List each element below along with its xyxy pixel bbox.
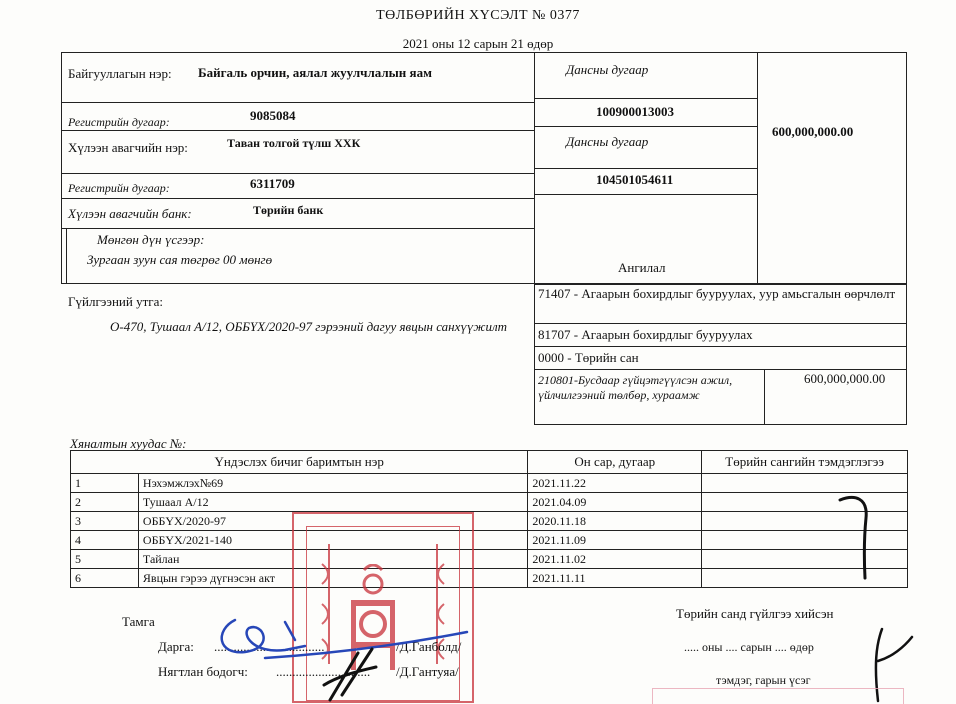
row-no: 1 [71,474,139,493]
amount-words-text: Зургаан зуун сая төгрөг 00 мөнгө [87,252,273,267]
row-no: 3 [71,512,139,531]
table-row [71,569,908,588]
accountant-dots: ............................. [276,664,371,679]
payer-org-name: Байгаль орчин, аялал жуулчлалын яам [198,65,432,80]
row-no: 6 [71,569,139,588]
form-outer-box [61,52,907,284]
amount-words-label: Мөнгөн дүн үсгээр: [97,232,205,247]
treasury-date-line: ..... оны .... сарын .... өдөр [684,640,814,654]
treasury-seal-line: тэмдэг, гарын үсэг [716,673,811,687]
treasury-stamp-edge [652,688,904,704]
payer-account-no: 100900013003 [596,104,674,119]
treasury-title: Төрийн санд гүйлгээ хийсэн [676,606,834,621]
row-doc-name: Явцын гэрээ дүгнэсэн акт [138,569,527,588]
row-date: 2021.11.11 [528,569,702,588]
table-row [71,550,908,569]
accountant-signature [320,645,380,703]
classification-row-2: 81707 - Агаарын бохирдлыг бууруулах [538,327,753,342]
row-doc-name: ОББҮХ/2021-140 [138,531,527,550]
classification-label: Ангилал [618,260,666,275]
document-date: 2021 оны 12 сарын 21 өдөр [402,36,554,51]
recipient-name-label: Хүлээн авагчийн нэр: [68,140,188,155]
recipient-register-no: 6311709 [250,176,295,191]
accountant-name: /Д.Гантуяа/ [396,664,459,679]
classification-item-amount: 600,000,000.00 [804,371,886,386]
stamp-label: Тамга [122,614,155,629]
recipient-bank-label: Хүлээн авагчийн банк: [68,206,192,221]
treasury-check-mark [830,488,890,583]
payer-account-label: Дансны дугаар [566,62,649,77]
row-date: 2021.11.02 [528,550,702,569]
table-row [71,493,908,512]
recipient-name: Таван толгой түлш ХХК [227,136,361,150]
classification-item-text: 210801-Бусдаар гүйцэтгүүлсэн ажил, үйлчилгээний төлбөр, хураамж [538,373,733,402]
document-title: ТӨЛБӨРИЙН ХҮСЭЛТ № 0377 [376,8,580,23]
recipient-account-label: Дансны дугаар [566,134,649,149]
director-dots: .................................. [214,639,325,654]
row-doc-name: Тайлан [138,550,527,569]
row-no: 5 [71,550,139,569]
payer-register-label: Регистрийн дугаар: [68,115,170,129]
purpose-label: Гүйлгээний утга: [68,294,163,309]
row-doc-name: Нэхэмжлэх№69 [138,474,527,493]
classification-row-3: 0000 - Төрийн сан [538,350,639,365]
row-no: 4 [71,531,139,550]
row-date: 2021.11.22 [528,474,702,493]
recipient-bank: Төрийн банк [253,203,324,217]
purpose-text: О-470, Тушаал А/12, ОББҮХ/2020-97 гэрээний дагуу явцын санхүүжилт [110,319,508,334]
row-date: 2021.04.09 [528,493,702,512]
row-doc-name: Тушаал А/12 [138,493,527,512]
control-table [70,450,908,588]
accountant-label: Нягтлан бодогч: [158,664,248,679]
col-doc-name: Үндэслэх бичиг баримтын нэр [71,451,528,474]
row-doc-name: ОББҮХ/2020-97 [138,512,527,531]
control-table-header [71,451,908,474]
row-no: 2 [71,493,139,512]
row-date: 2020.11.18 [528,512,702,531]
recipient-account-no: 104501054611 [596,172,674,187]
table-row [71,531,908,550]
col-date: Он сар, дугаар [528,451,702,474]
payer-register-no: 9085084 [250,108,296,123]
amount-total: 600,000,000.00 [772,124,854,139]
classification-row-1: 71407 - Агаарын бохирдлыг бууруулах, уур амьсгалын өөрчлөлт [538,286,896,301]
table-row [71,512,908,531]
director-name: /Д.Ганболд/ [396,639,462,654]
table-row [71,474,908,493]
recipient-register-label: Регистрийн дугаар: [68,181,170,195]
row-date: 2021.11.09 [528,531,702,550]
col-treasury-note: Төрийн сангийн тэмдэглэгээ [702,451,908,474]
control-label: Хяналтын хуудас №: [70,436,187,451]
payer-org-label: Байгууллагын нэр: [68,66,172,81]
director-label: Дарга: [158,639,194,654]
